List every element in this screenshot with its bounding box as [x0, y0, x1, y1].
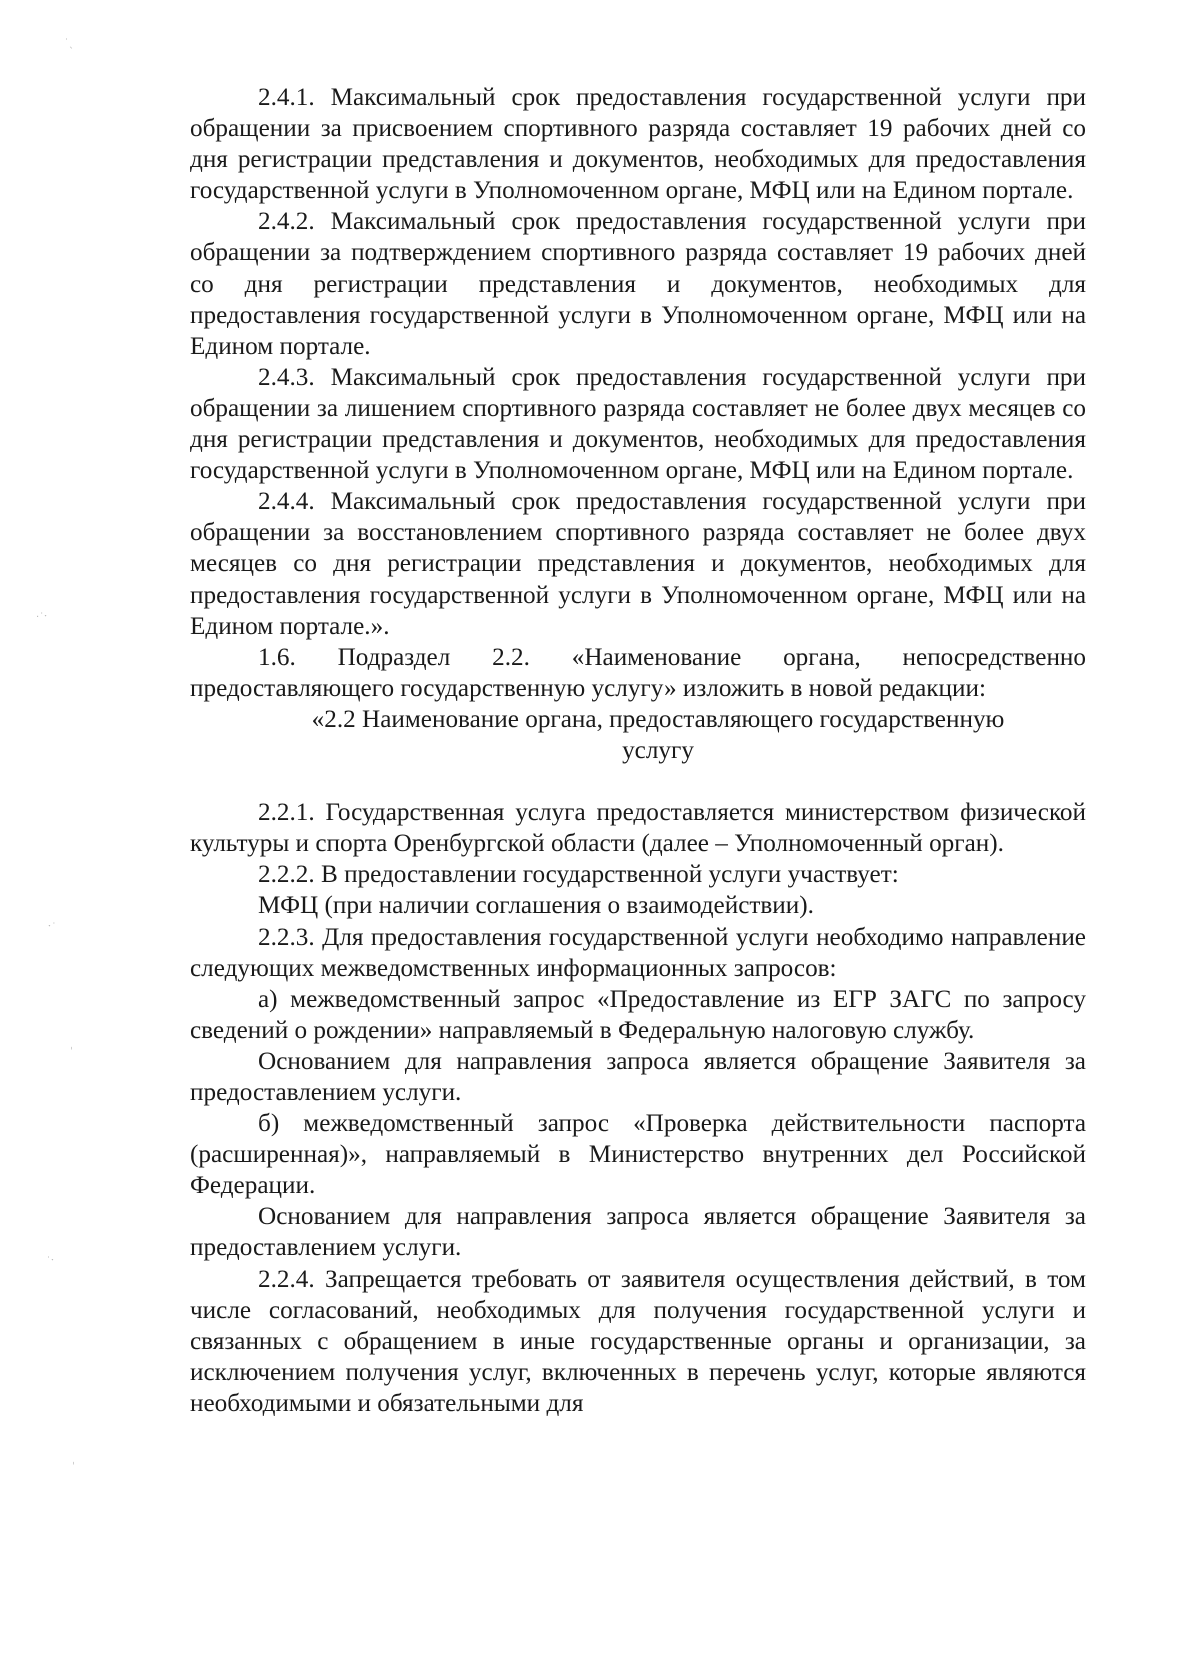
paragraph-basis-1: Основанием для направления запроса является обращение Заявителя за предоставлением услуги.	[190, 1047, 1086, 1106]
scan-speck: ˑ˙	[48, 922, 57, 933]
paragraph-item-b: б) межведомственный запрос «Проверка действительности паспорта (расширенная)», направляемый в Министерство внутренних дел Российской Федерации.	[190, 1110, 1086, 1200]
document-body	[190, 82, 1086, 1419]
paragraph-1-6: 1.6. Подраздел 2.2. «Наименование органа, непосредственно предоставляющего государственную услугу» изложить в новой редакции:	[190, 643, 1086, 702]
paragraph-2-4-2: 2.4.2. Максимальный срок предоставления государственной услуги при обращении за подтверждением спортивного разряда составляет 19 рабочих дней со дня регистрации представления и документов, необходимых для предоставления государственной услуги в Уполномоченном органе, МФЦ или на Едином портале.	[190, 208, 1086, 360]
section-heading-2-2: «2.2 Наименование органа, предоставляющего государственную услугу	[311, 705, 1005, 764]
paragraph-2-2-3: 2.2.3. Для предоставления государственной услуги необходимо направление следующих межведомственных информационных запросов:	[190, 923, 1086, 982]
paragraph-2-4-1: 2.4.1. Максимальный срок предоставления государственной услуги при обращении за присвоением спортивного разряда составляет 19 рабочих дней со дня регистрации представления и документов, необходимых для предоставления государственной услуги в Уполномоченном органе, МФЦ или на Едином портале.	[190, 84, 1086, 205]
paragraph-basis-2: Основанием для направления запроса является обращение Заявителя за предоставлением услуги.	[190, 1203, 1086, 1262]
scan-speck: ˌ	[72, 1455, 75, 1466]
scan-speck: ·˙ˑ	[36, 612, 48, 623]
paragraph-2-2-1: 2.2.1. Государственная услуга предоставляется министерством физической культуры и спорта Оренбургской области (далее – Уполномоченный орган).	[190, 799, 1086, 858]
scan-speck: ˌ	[70, 1040, 73, 1051]
paragraph-2-2-4: 2.2.4. Запрещается требовать от заявителя осуществления действий, в том числе согласований, необходимых для получения государственной услуги и связанных с обращением в иные государственные органы и организации, за исключением получения услуг, включенных в перечень услуг, которые являются необходимыми и обязательными для	[190, 1265, 1086, 1417]
scan-speck: ˙ˎ	[64, 38, 74, 49]
scan-speck: ˙ˑ	[46, 1256, 55, 1267]
paragraph-2-2-2: 2.2.2. В предоставлении государственной услуги участвует:	[258, 861, 899, 889]
paragraph-2-4-4: 2.4.4. Максимальный срок предоставления государственной услуги при обращении за восстановлением спортивного разряда составляет не более двух месяцев со дня регистрации представления и документов, необходимых для предоставления государственной услуги в Уполномоченном органе, МФЦ или на Едином портале.».	[190, 488, 1086, 640]
paragraph-2-4-3: 2.4.3. Максимальный срок предоставления государственной услуги при обращении за лишением спортивного разряда составляет не более двух месяцев со дня регистрации представления и документов, необходимых для предоставления государственной услуги в Уполномоченном органе, МФЦ или на Едином портале.	[190, 363, 1086, 485]
paragraph-mfc: МФЦ (при наличии соглашения о взаимодействии).	[258, 892, 814, 920]
blank-line	[190, 766, 1086, 797]
paragraph-item-a: а) межведомственный запрос «Предоставление из ЕГР ЗАГС по запросу сведений о рождении» направляемый в Федеральную налоговую службу.	[190, 985, 1086, 1044]
